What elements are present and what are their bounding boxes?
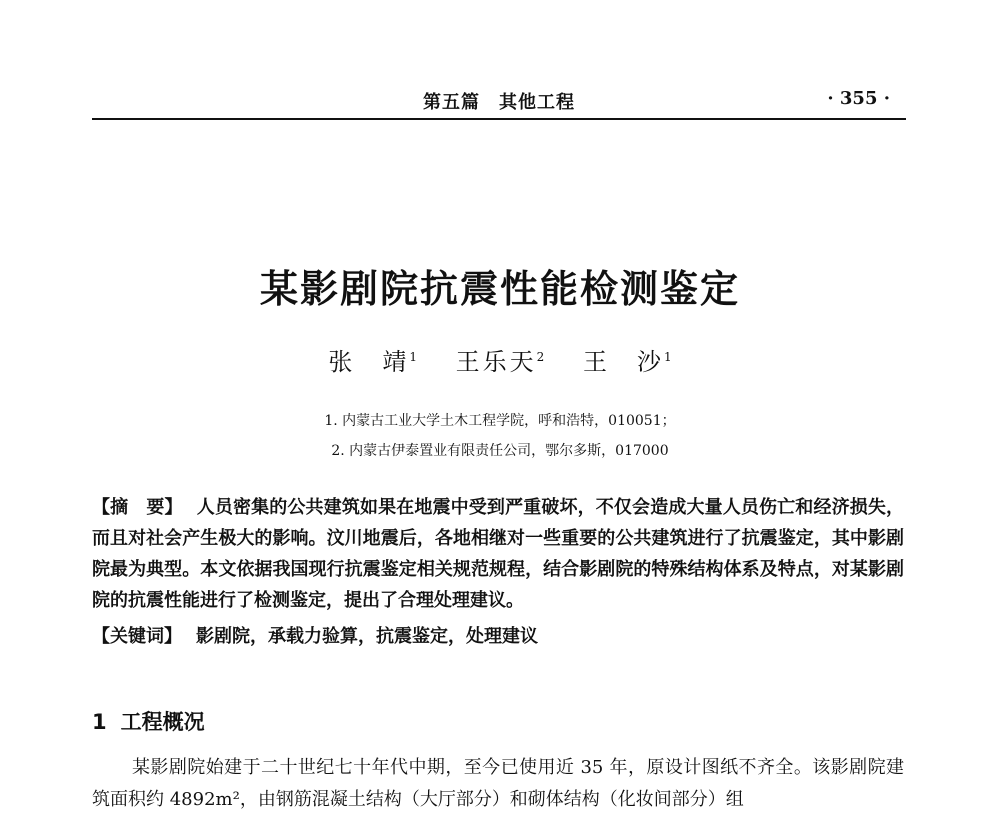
author-1 (328, 348, 417, 376)
running-head-title: 第五篇 其他工程 (423, 92, 575, 113)
author-3 (583, 348, 672, 376)
abstract-label: 【摘 要】 (92, 497, 183, 518)
keywords (92, 622, 904, 648)
keywords-text: 影剧院，承载力验算，抗震鉴定，处理建议 (196, 626, 538, 647)
author-2-affil-mark: 2 (536, 350, 545, 364)
page-number: · 355 · (827, 88, 890, 109)
body-paragraph: 某影剧院始建于二十世纪七十年代中期，至今已使用近 35 年，原设计图纸不齐全。该影剧院建筑面积约 4892m²，由钢筋混凝土结构（大厅部分）和砌体结构（化妆间部分）组 (92, 757, 904, 810)
author-3-name: 王 沙 (582, 348, 664, 376)
abstract (92, 492, 904, 616)
author-1-affil-mark: 1 (409, 350, 418, 364)
abstract-text: 人员密集的公共建筑如果在地震中受到严重破坏，不仅会造成大量人员伤亡和经济损失，而且对社会产生极大的影响。汶川地震后，各地相继对一些重要的公共建筑进行了抗震鉴定，其中影剧院最为典型。本文依据我国现行抗震鉴定相关规范规程，结合影剧院的特殊结构体系及特点，对某影剧院的抗震性能进行了检测鉴定，提出了合理处理建议。 (92, 497, 905, 611)
author-2 (456, 348, 545, 376)
author-3-affil-mark: 1 (663, 350, 672, 364)
keywords-label: 【关键词】 (92, 626, 182, 647)
author-1-name: 张 靖 (328, 348, 410, 376)
author-list (0, 342, 1000, 377)
paper-title: 某影剧院抗震性能检测鉴定 (259, 266, 740, 311)
section-number: 1 (92, 710, 107, 734)
author-2-name: 王乐天 (455, 348, 537, 376)
affiliation-1: 1. 内蒙古工业大学土木工程学院，呼和浩特，010051； (324, 413, 676, 429)
affiliation-2: 2. 内蒙古伊泰置业有限责任公司，鄂尔多斯，017000 (331, 443, 669, 459)
section-heading (92, 706, 205, 736)
running-head (92, 84, 906, 120)
section-title: 工程概况 (120, 710, 205, 734)
